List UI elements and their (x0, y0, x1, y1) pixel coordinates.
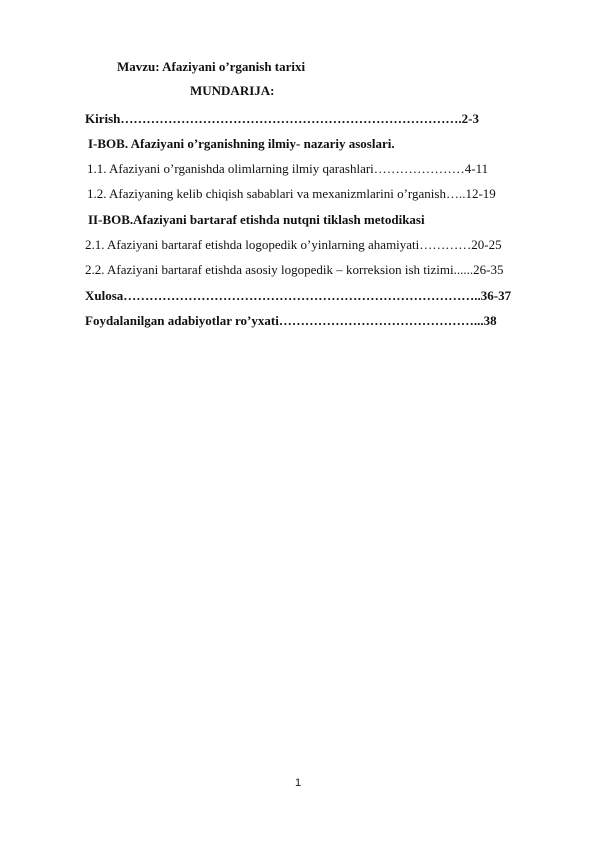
toc-entry-section-1-2: 1.2. Afaziyaning kelib chiqish sabablari va mexanizmlarini o’rganish…..12-19 (87, 186, 496, 201)
page-number: 1 (294, 777, 302, 789)
toc-entry-introduction: Kirish…………………………………………………………………….2-3 (85, 111, 479, 126)
toc-entry-section-1-1: 1.1. Afaziyani o’rganishda olimlarning ilmiy qarashlari…………………4-11 (87, 161, 489, 176)
document-title: Mavzu: Afaziyani o’rganish tarixi (117, 59, 306, 74)
toc-entry-chapter-2: II-BOB.Afaziyani bartaraf etishda nutqni tiklash metodikasi (88, 212, 425, 227)
contents-heading: MUNDARIJA: (190, 83, 275, 98)
toc-entry-section-2-2: 2.2. Afaziyani bartaraf etishda asosiy logopedik – korreksion ish tizimi......26-35 (85, 262, 504, 277)
toc-entry-section-2-1: 2.1. Afaziyani bartaraf etishda logopedik o’yinlarning ahamiyati…………20-25 (85, 237, 502, 252)
toc-entry-conclusion: Xulosa………………………………………………………………………..36-37 (85, 288, 512, 303)
toc-entry-references: Foydalanilgan adabiyotlar ro’yxati………………………………………...38 (85, 313, 497, 328)
toc-entry-chapter-1: I-BOB. Afaziyani o’rganishning ilmiy- nazariy asoslari. (88, 136, 395, 151)
